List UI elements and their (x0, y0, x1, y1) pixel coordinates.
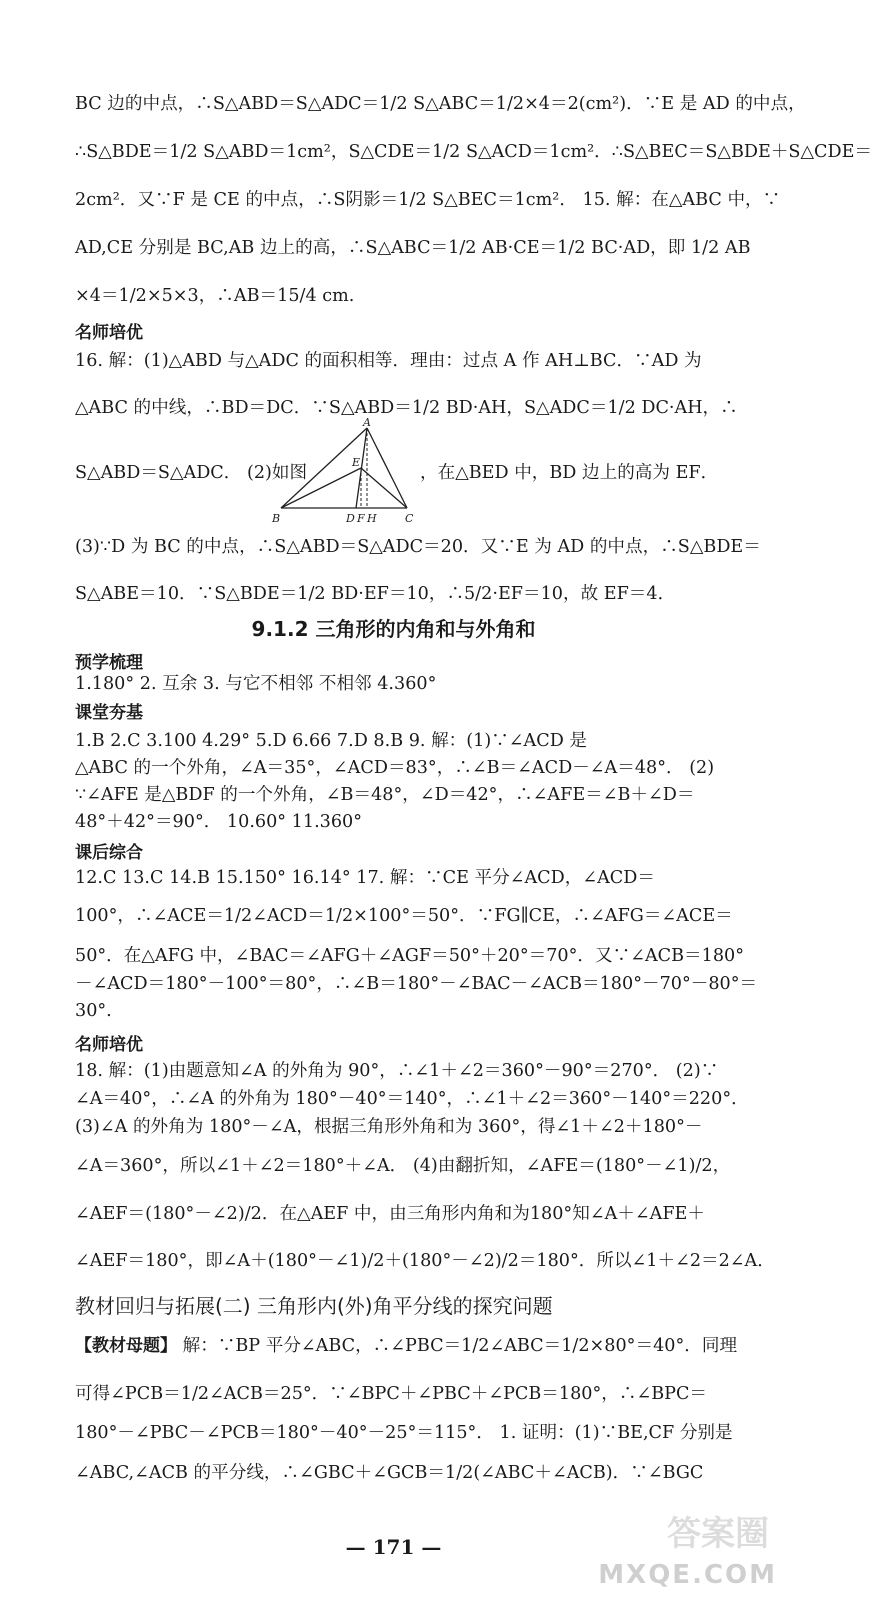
text-line: ∠AEF＝(180°－∠2)/2．在△AEF 中，由三角形内角和为180°知∠A＋∠AFE＋ (75, 1204, 705, 1224)
heading-ketang: 课堂夯基 (75, 703, 143, 723)
section2-title: 教材回归与拓展(二) 三角形内(外)角平分线的探究问题 (75, 1294, 553, 1318)
heading-yuxue: 预学梳理 (75, 653, 143, 673)
box-label: 【教材母题】 (75, 1336, 177, 1356)
text-line: △ABC 的一个外角，∠A＝35°，∠ACD＝83°，∴∠B＝∠ACD－∠A＝48°． (2) (75, 758, 715, 778)
figure-segment-ec (361, 468, 407, 508)
text-line: △ABC 的中线，∴BD＝DC．∵S△ABD＝1/2 BD·AH，S△ADC＝1/2 DC·AH，∴ (75, 398, 738, 418)
text-line: 180°－∠PBC－∠PCB＝180°－40°－25°＝115°． 1. 证明：(1)∵BE,CF 分别是 (75, 1423, 733, 1443)
text-line: 16. 解：(1)△ABD 与△ADC 的面积相等．理由：过点 A 作 AH⊥BC．∵AD 为 (75, 351, 702, 371)
text-line: 48°＋42°＝90°． 10.60° 11.360° (75, 812, 363, 832)
text-line: －∠ACD＝180°－100°＝80°，∴∠B＝180°－∠BAC－∠ACB＝180°－70°－80°＝ (75, 974, 758, 994)
page-number: — 171 — (345, 1535, 442, 1559)
heading-kehou: 课后综合 (75, 843, 143, 863)
figure-label-a: A (363, 416, 371, 429)
text-line: 12.C 13.C 14.B 15.150° 16.14° 17. 解：∵CE 平分∠ACD，∠ACD＝ (75, 868, 655, 888)
section-title: 9.1.2 三角形的内角和与外角和 (251, 617, 536, 641)
text-line: 2cm²．又∵F 是 CE 的中点，∴S阴影＝1/2 S△BEC＝1cm²． 15. 解：在△ABC 中，∵ (75, 190, 781, 210)
figure-label-b: B (272, 512, 281, 525)
text-line: ，在△BED 中，BD 边上的高为 EF． (420, 463, 719, 483)
text-line: 解：∵BP 平分∠ABC，∴∠PBC＝1/2∠ABC＝1/2×80°＝40°．同理 (182, 1336, 738, 1356)
text-line-with-label (75, 1335, 738, 1357)
text-line: 1.B 2.C 3.100 4.29° 5.D 6.66 7.D 8.B 9. 解：(1)∵∠ACD 是 (75, 731, 587, 751)
text-line: 30°. (75, 1001, 112, 1021)
figure-label-h: H (367, 512, 377, 525)
text-line: (3)∠A 的外角为 180°－∠A，根据三角形外角和为 360°，得∠1＋∠2＋180°－ (75, 1117, 703, 1137)
heading-mingshi: 名师培优 (75, 323, 143, 343)
text-line: ∠A＝40°，∴∠A 的外角为 180°－40°＝140°，∴∠1＋∠2＝360°－140°＝220°． (75, 1089, 749, 1109)
text-line: BC 边的中点，∴S△ABD＝S△ADC＝1/2 S△ABC＝1/2×4＝2(cm²)．∵E 是 AD 的中点， (75, 94, 806, 114)
text-line: ∴S△BDE＝1/2 S△ABD＝1cm²，S△CDE＝1/2 S△ACD＝1cm²．∴S△BEC＝S△BDE＋S△CDE＝ (75, 142, 872, 162)
figure-label-c: C (405, 512, 414, 525)
text-line: S△ABE＝10．∵S△BDE＝1/2 BD·EF＝10，∴5/2·EF＝10，故 EF＝4． (75, 584, 676, 604)
text-line: 50°．在△AFG 中，∠BAC＝∠AFG＋∠AGF＝50°＋20°＝70°．又∵∠ACB＝180° (75, 946, 745, 966)
figure-label-e: E (352, 456, 361, 469)
figure-label-f: F (357, 512, 365, 525)
figure-label-d: D (346, 512, 355, 525)
text-line: 18. 解：(1)由题意知∠A 的外角为 90°，∴∠1＋∠2＝360°－90°＝270°． (2)∵ (75, 1061, 719, 1081)
text-line: 100°，∴∠ACE＝1/2∠ACD＝1/2×100°＝50°．∵FG∥CE，∴∠AFG＝∠ACE＝ (75, 906, 733, 926)
figure-edge-ac (367, 428, 407, 508)
text-line: ∵∠AFE 是△BDF 的一个外角，∠B＝48°，∠D＝42°，∴∠AFE＝∠B＋∠D＝ (75, 785, 695, 805)
text-line: ×4＝1/2×5×3，∴AB＝15/4 cm. (75, 286, 355, 306)
heading-mingshi: 名师培优 (75, 1035, 143, 1055)
text-line: 可得∠PCB＝1/2∠ACB＝25°．∵∠BPC＋∠PBC＋∠PCB＝180°，∴∠BPC＝ (75, 1384, 708, 1404)
text-line: ∠AEF＝180°，即∠A＋(180°－∠1)/2＋(180°－∠2)/2＝180°．所以∠1＋∠2＝2∠A． (75, 1251, 775, 1271)
watermark-logo: 答案圈 (667, 1514, 769, 1554)
text-line: AD,CE 分别是 BC,AB 边上的高，∴S△ABC＝1/2 AB·CE＝1/2 BC·AD，即 1/2 AB (75, 238, 751, 258)
triangle-figure (270, 418, 420, 530)
text-line: 1.180° 2. 互余 3. 与它不相邻 不相邻 4.360° (75, 674, 437, 694)
text-line: ∠ABC,∠ACB 的平分线，∴∠GBC＋∠GCB＝1/2(∠ABC＋∠ACB)．∵∠BGC (75, 1463, 704, 1483)
text-line: (3)∵D 为 BC 的中点，∴S△ABD＝S△ADC＝20．又∵E 为 AD 的中点，∴S△BDE＝ (75, 537, 761, 557)
watermark: MXQE.COM (598, 1560, 777, 1590)
text-line: S△ABD＝S△ADC． (2)如图 (75, 463, 308, 483)
figure-segment-be (281, 468, 361, 508)
text-line: ∠A＝360°，所以∠1＋∠2＝180°＋∠A． (4)由翻折知，∠AFE＝(180°－∠1)/2， (75, 1156, 731, 1176)
